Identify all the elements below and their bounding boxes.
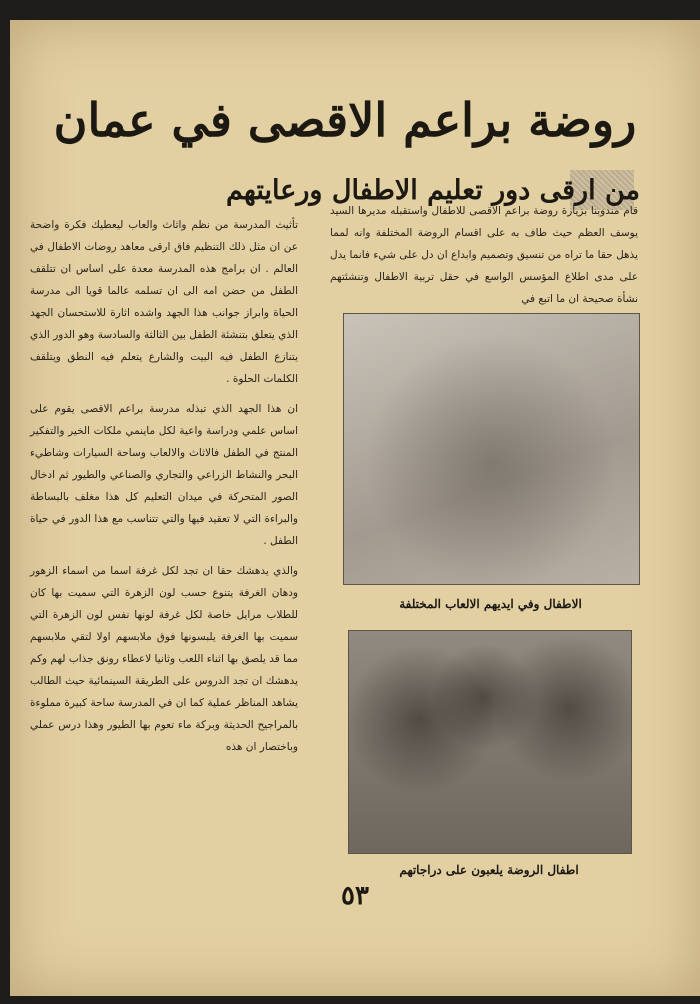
body-paragraph: والذي يدهشك حقا ان تجد لكل غرفة اسما من اسماء الزهور ودهان الغرفة يتنوع حسب لون الزهرة التي سميت بها كان للطلاب مرايل خاصة لكل غرفة لونها نفس لون الزهرة التي سميت بها الغرفة يلبسونها فوق ملابسهم اولا لتقي ملابسهم مما قد يلصق بها اثناء اللعب وثانيا لاعطاء رونق جذاب لهم وكم يدهشك ان تجد الدروس على الطريقة السينمائية حيث الطالب يشاهد المناظر عملية كما ان في المدرسة ساحة كبيرة مملوءة بالمراجيح الحديثة وبركة ماء تعوم بها الطيور وهذا درس عملي وباختصار ان هذه: [30, 565, 298, 753]
article-subtitle: من ارقى دور تعليم الاطفال ورعايتهم: [225, 175, 640, 206]
photo-children-on-bicycles: [348, 630, 632, 854]
body-paragraph: تأثيث المدرسة من نظم واثاث والعاب ليعطيك فكرة واضحة عن ان مثل ذلك التنظيم فاق ارقى معاهد روضات الاطفال في العالم . ان برامج هذه المدرسة معدة على اساس ان تتلقف الطفل من حضن امه الى ان تسلمه عالما قويا الى مدرسة الحياة وابراز جوانب هذا الجهد واشده اثارة للاستحسان الجهد الذي يتعلق بتنشئة الطفل بين الثالثة والسادسة وهو الدور الذي يتنازع الطفل فيه البيت والشارع يتعلم فيه النطق ويتلقف الكلمات الحلوة .: [30, 219, 298, 385]
photo-caption: الاطفال وفي ايديهم الالعاب المختلفة: [399, 597, 582, 611]
magazine-page: [10, 20, 700, 996]
page-number: ٥٣: [341, 881, 369, 911]
photo-caption: اطفال الروضة يلعبون على دراجاتهم: [399, 863, 579, 877]
intro-paragraph: قام مندوبنا بزيارة روضة براعم الاقصى للاطفال واستقبله مديرها السيد يوسف العظم حيث طاف به على اقسام الروضة المختلفة وانه لمما يذهل حقا ما تراه من تنسيق وتصميم وابداع ان دل على شيء فانما يدل على مدى اطلاع المؤسس الواسع في حقل تربية الاطفال وتنشئتهم نشأة صحيحة ان ما اتبع في: [330, 205, 638, 305]
left-column: [30, 214, 298, 914]
body-paragraph: ان هذا الجهد الذي تبذله مدرسة براعم الاقصى يقوم على اساس علمي ودراسة واعية لكل ماينمي ملكات الخير والتفكير المنتج في الطفل فالاثاث والالعاب وساحة السيارات وشاطيء البحر والنشاط الزراعي والتجاري والصناعي والطيور ثم ادخال الصور المتحركة في ميدان التعليم كل هذا مغلف بالبساطة والبراءة التي لا تعقيد فيها والتي تتناسب مع هذا الدور في حياة الطفل .: [30, 403, 298, 547]
photo-children-with-toys: [343, 313, 640, 585]
right-column-intro: [330, 200, 638, 318]
article-title: روضة براعم الاقصى في عمان: [53, 93, 637, 147]
